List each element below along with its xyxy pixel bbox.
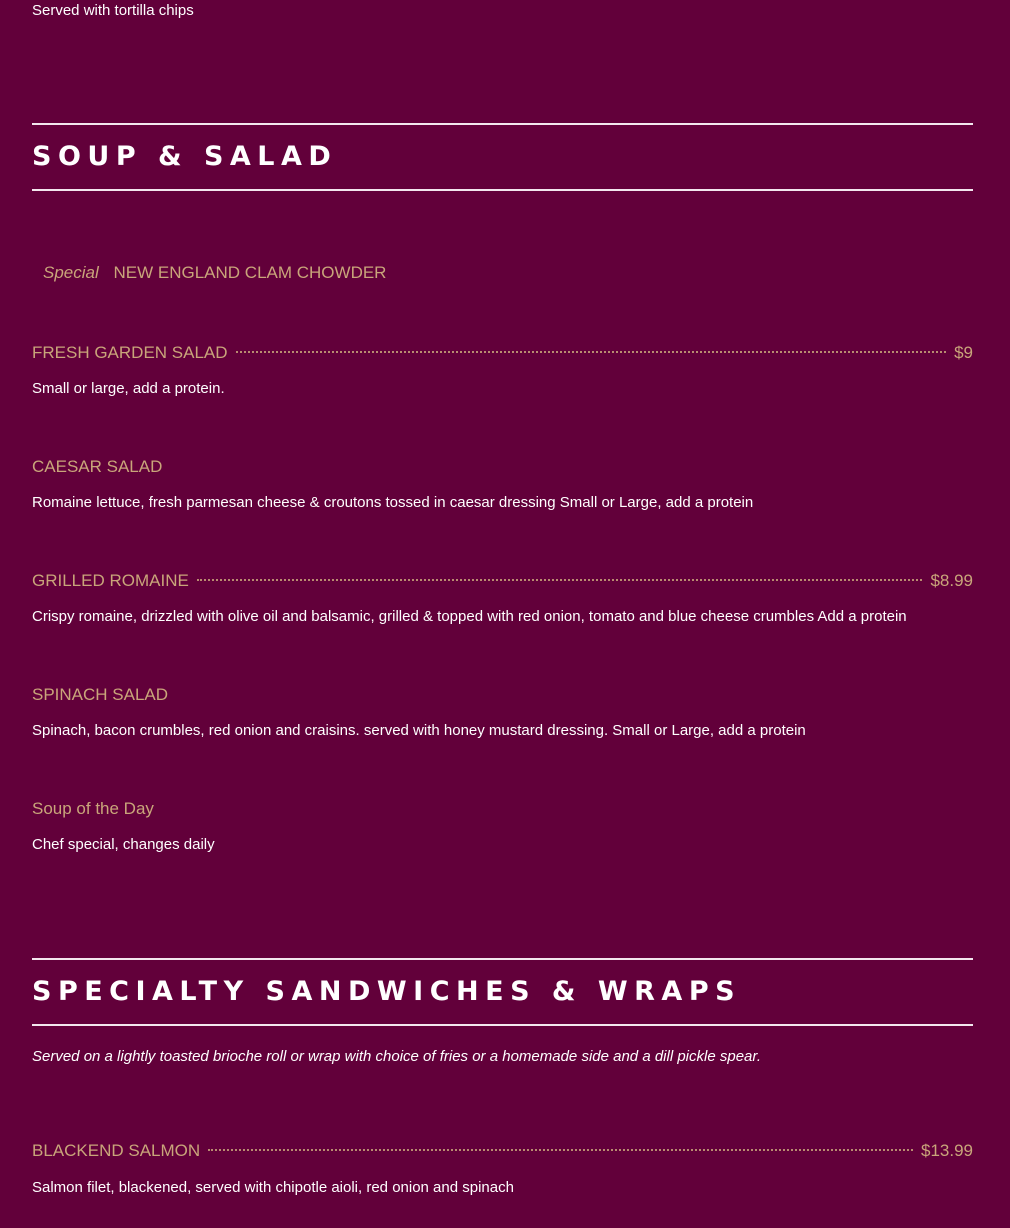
dot-leader [236, 351, 947, 353]
section-divider-bottom [32, 1024, 973, 1026]
menu-item-caesar-salad [32, 456, 973, 478]
item-description: Crispy romaine, drizzled with olive oil and balsamic, grilled & topped with red onion, tomato and blue cheese crumbles Add a protein [32, 608, 907, 625]
special-item-name: NEW ENGLAND CLAM CHOWDER [113, 263, 387, 282]
menu-item-spinach-salad [32, 684, 973, 706]
special-tag: Special [43, 263, 99, 282]
item-price: $8.99 [930, 571, 973, 590]
item-description: Chef special, changes daily [32, 836, 215, 853]
item-name: CAESAR SALAD [32, 457, 163, 476]
item-price: $9 [954, 343, 973, 362]
section-intro: Served on a lightly toasted brioche roll or wrap with choice of fries or a homemade side and a dill pickle spear. [32, 1048, 761, 1065]
item-name: FRESH GARDEN SALAD [32, 343, 228, 362]
item-name: SPINACH SALAD [32, 685, 169, 704]
item-name: GRILLED ROMAINE [32, 571, 189, 590]
item-price: $13.99 [921, 1141, 973, 1160]
item-description: Salmon filet, blackened, served with chipotle aioli, red onion and spinach [32, 1179, 514, 1196]
previous-item-description: Served with tortilla chips [32, 2, 194, 19]
item-description: Small or large, add a protein. [32, 380, 225, 397]
dot-leader [208, 1149, 913, 1151]
section-divider-bottom [32, 189, 973, 191]
menu-item-blackend-salmon [32, 1140, 973, 1162]
menu-item-fresh-garden-salad [32, 342, 973, 364]
item-description: Romaine lettuce, fresh parmesan cheese & croutons tossed in caesar dressing Small or Large, add a protein [32, 494, 754, 511]
section-title-sandwiches: SPECIALTY SANDWICHES & WRAPS [32, 976, 742, 1007]
section-divider-top [32, 958, 973, 960]
item-name: Soup of the Day [32, 799, 154, 818]
menu-item-grilled-romaine [32, 570, 973, 592]
item-description: Spinach, bacon crumbles, red onion and craisins. served with honey mustard dressing. Small or Large, add a protein [32, 722, 806, 739]
dot-leader [197, 579, 923, 581]
special-item [43, 262, 386, 284]
menu-item-soup-of-the-day [32, 798, 973, 820]
item-name: BLACKEND SALMON [32, 1141, 201, 1160]
section-title-soup-salad: SOUP & SALAD [32, 141, 338, 172]
section-divider-top [32, 123, 973, 125]
